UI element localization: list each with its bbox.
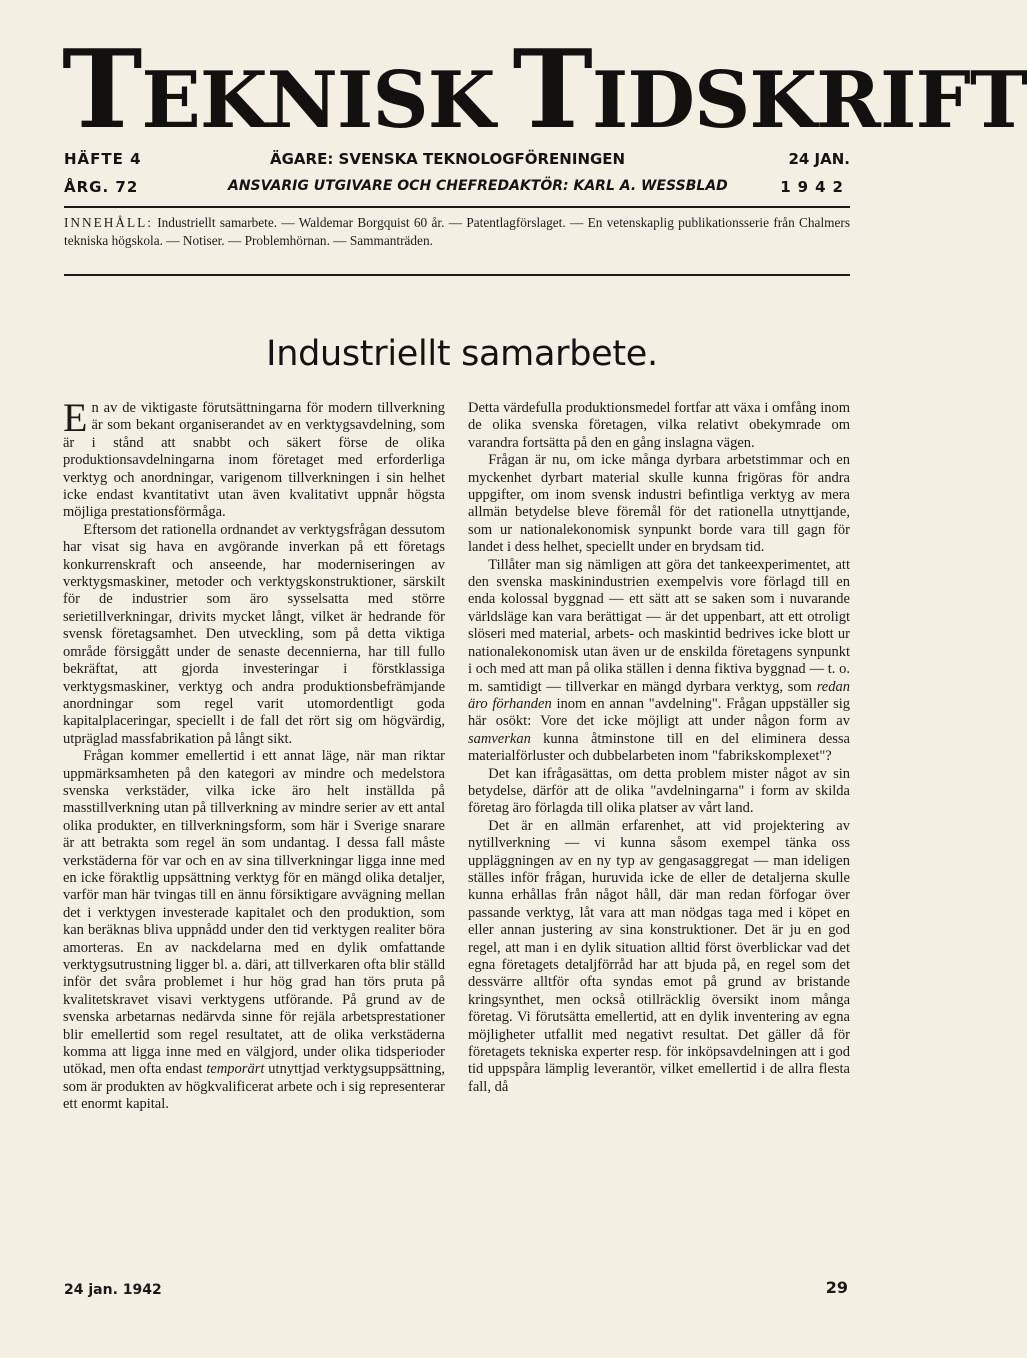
article-column-left [63, 395, 445, 1114]
divider-bottom [64, 274, 850, 276]
masthead-initial-1: T [62, 27, 142, 153]
article-title: Industriellt samarbete. [266, 334, 658, 374]
paragraph: Eftersom det rationella ordnandet av verktygsfrågan dessutom har visat sig hava en avgörande inverkan på ett företags konkurrenskraft och anseende, har moderniseringen av verktygsmaskiner, metoder och verktygskonstruktioner, särskilt för de industrier som äro sysselsatta med större serietillverkningar, drivits mycket långt, vilket är hedrande för svensk företagsamhet. Den utveckling, som på detta viktiga område försiggått under de senaste decennierna, har till fullo bekräftat, att gjorda investeringar i förstklassiga verktygsmaskiner, verktyg och andra produktionsbefrämjande anordningar som regel varit utomordentligt goda kapitalplaceringar, speciellt i de fall det rört sig om högvärdig, utpräglad massfabrikation på långt sikt. [63, 521, 445, 747]
paragraph: En av de viktigaste förutsättningarna för modern tillverkning är som bekant organiserandet av en verktygsavdelning, som är i stånd att snabbt och säkert förse de olika produktionsavdelningarna inom företaget med erforderliga verktyg och anordningar, varigenom tillverkningen i sin helhet icke endast kvantitativt utan även kvalitativt uppnår högsta möjliga prestationsförmåga. [63, 395, 445, 521]
issue-number: HÄFTE 4 [64, 150, 142, 168]
editor-line: ANSVARIG UTGIVARE OCH CHEFREDAKTÖR: KARL A. WESSBLAD [228, 178, 728, 194]
masthead-word-2: IDSKRIFT [591, 55, 1027, 146]
paragraph: Frågan är nu, om icke många dyrbara arbetstimmar och en myckenhet dyrbart material skulle kunna frigöras för andra uppgifter, om inom svensk industri befintliga verktyg av mera allmän betydelse bleve föremål för det rationella utnyttjande, som ur nationalekonomisk synpunkt borde vara till gagn för landet i dess helhet, speciellt under en brydsam tid. [468, 452, 850, 556]
owner-line: ÄGARE: SVENSKA TEKNOLOGFÖRENINGEN [270, 150, 626, 168]
footer-date: 24 jan. 1942 [64, 1282, 162, 1298]
paragraph: Detta värdefulla produktionsmedel fortfar att växa i omfång inom de olika svenska företagen, vilka relativt obekymrade om varandra fortsätta på den en gång inslagna vägen. [468, 400, 850, 451]
paragraph: Tillåter man sig nämligen att göra det tankeexperimentet, att den svenska maskinindustrien exempelvis vore förlagd till en enda kolossal byggnad — ett sätt att se saken som i nuvarande världsläge kan vara berättigat — är det uppenbart, att ett otroligt slöseri med material, arbets- och maskintid bedrives icke blott ur nationalekonomisk utan även ur de enskilda företagens synpunkt i och med att man på olika ställen i denna fiktiva byggnad — t. o. m. samtidigt — tillverkar en mängd dyrbara verktyg, som redan äro förhanden inom en annan "avdelning". Frågan uppställer sig här osökt: Vore det icke möjligt att under någon form av samverkan kunna åtminstone till en del eliminera dessa materialförluster och dubbelarbeten inom "fabrikskomplexet"? [468, 556, 851, 765]
issue-year: 1942 [780, 178, 850, 196]
issue-date: 24 JAN. [788, 150, 850, 168]
paragraph: Det kan ifrågasättas, om detta problem mister något av sin betydelse, därför att de olika "avdelningarna" i form av skilda företag äro förlagda till olika platser av vårt land. [468, 765, 850, 817]
contents-text: Industriellt samarbete. — Waldemar Borgquist 60 år. — Patentlagförslaget. — En vetenskaplig publikationsserie från Chalmers tekniska högskola. — Notiser. — Problemhörnan. — Sammanträden. [64, 215, 850, 248]
table-of-contents [64, 214, 850, 250]
page-number: 29 [825, 1278, 848, 1297]
masthead-title [62, 27, 1027, 153]
masthead-word-1: EKNISK [141, 55, 495, 146]
paragraph: Det är en allmän erfarenhet, att vid projektering av nytillverkning — vi kunna såsom exempel tänka oss uppläggningen av en ny typ av gengasaggregat — man ideligen ställes inför frågan, huruvida icke de eller de detaljerna skulle kunna erhållas från något håll, där man redan förfogar över passande verktyg, låt vara att man nödgas taga med i köpet en eller annan justering av sina konstruktioner. Det är ju en god regel, att man i en dylik situation alltid först överblickar vad det egna företagets detaljförråd har att bjuda på, en regel som det dessvärre alltför ofta syndas emot på grund av bristande kringsynthet, men också otillräcklig översikt inom många företag. Vi förutsätta emellertid, att en dylik inventering av egna möjligheter utfallit med negativt resultat. Det gäller då för företagets tekniska experter resp. för inköpsavdelningen att i god tid uppspåra lämplig leverantör, vilket emellertid i de allra flesta fall, då [468, 817, 850, 1095]
paragraph: Frågan kommer emellertid i ett annat läge, när man riktar uppmärksamheten på den kategori av mindre och medelstora svenska verkstäder, vilka icke äro helt inställda på masstillverkning utan på tillverkning av mindre serier av ett antal olika produkter, en tillverkningsform, som här i Sverige snarare är att betrakta som regel än som undantag. I dessa fall måste verkstäderna för var och en av sina tillverkningar ligga inne med en icke föraktlig uppsättning verktyg för en mängd olika detaljer, varför man här tvingas till en ännu försiktigare avvägning mellan det i verktygen investerade kapitalet och den produktion, som kan beräknas bliva uppnådd under den tid verktygen realiter böra amorteras. En av nackdelarna med en dylik omfattande verktygsutrustning ligger bl. a. däri, att tillverkaren ofta blir ställd inför det svåra problemet i hur hög grad han törs pruta på kvalitetskravet visavi verktygens utförande. På grund av de svenska arbetarnas nedärvda sinne för rejäla arbetsprestationer blir emellertid som regel resultatet, att de olika verkstäderna komma att ligga inne med en välgjord, under olika tidsperioder utökad, men ofta endast temporärt utnyttjad verktygsuppsättning, som är produkten av högkvalificerat arbete och i sig representerar ett enormt kapital. [63, 748, 445, 1113]
contents-label: INNEHÅLL: [64, 215, 153, 230]
article-column-right [468, 400, 850, 1096]
drop-cap: E [63, 395, 88, 440]
masthead-initial-2: T [512, 27, 592, 153]
divider-top [64, 206, 850, 208]
volume-number: ÅRG. 72 [64, 178, 139, 196]
